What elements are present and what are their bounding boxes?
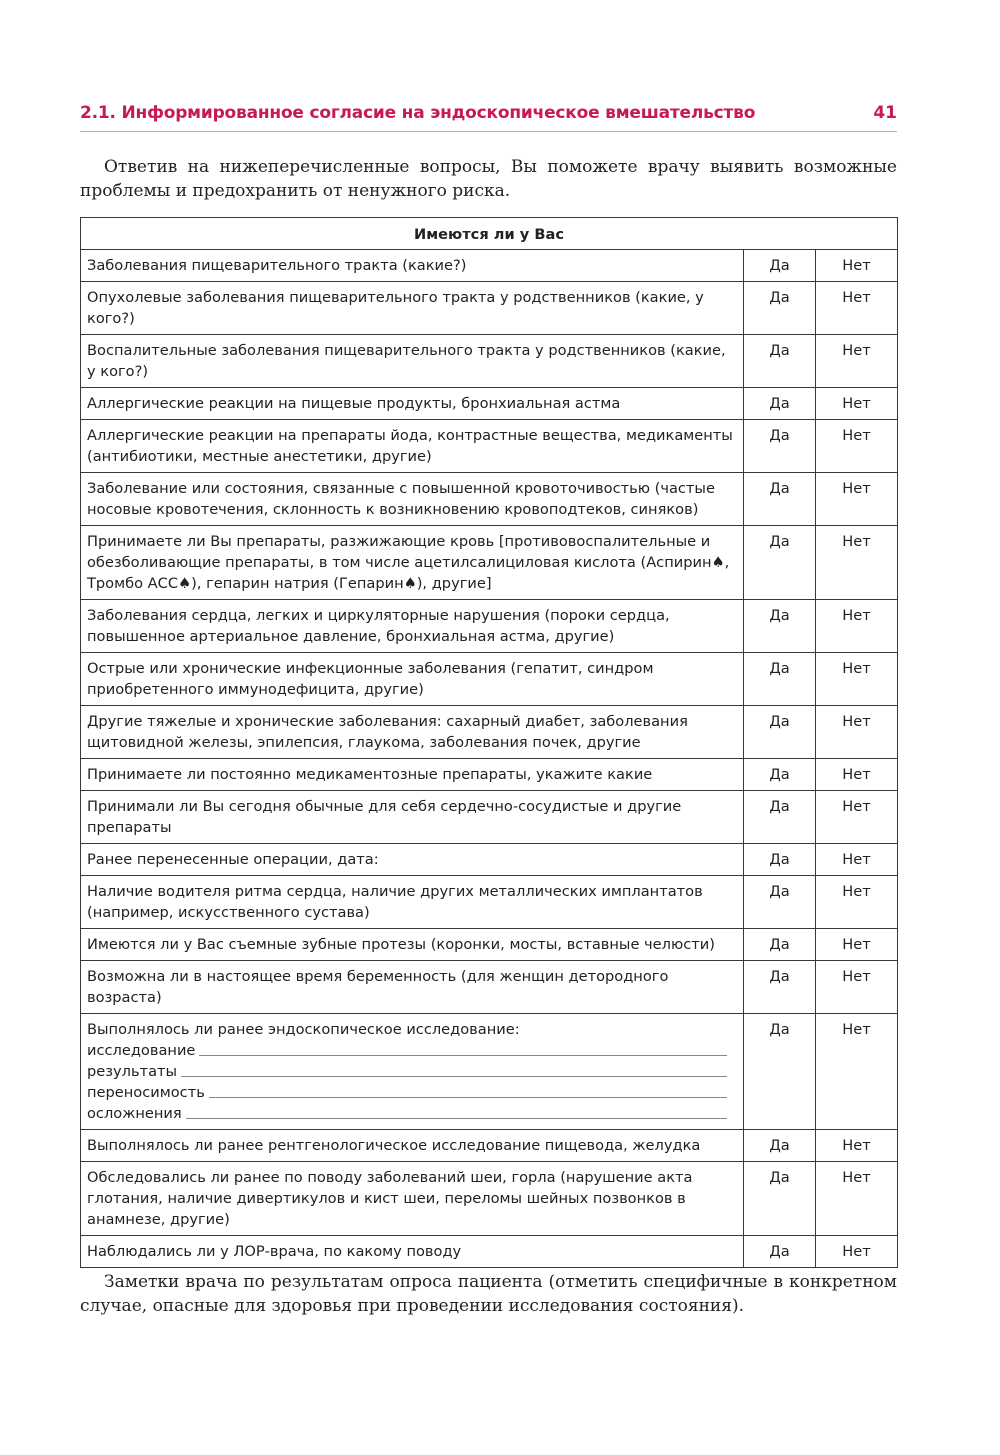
table-row	[81, 961, 898, 1014]
answer-yes[interactable]: Да	[744, 600, 816, 653]
answer-yes[interactable]: Да	[744, 1162, 816, 1236]
table-heading: Имеются ли у Вас	[81, 218, 898, 250]
answer-no[interactable]: Нет	[816, 282, 898, 335]
fill-line[interactable]	[199, 1054, 727, 1056]
question-text: Принимаете ли постоянно медикаментозные препараты, укажите какие	[81, 759, 744, 791]
answer-no[interactable]: Нет	[816, 600, 898, 653]
table-row	[81, 844, 898, 876]
answer-yes[interactable]: Да	[744, 420, 816, 473]
answer-no[interactable]: Нет	[816, 1162, 898, 1236]
answer-yes[interactable]: Да	[744, 759, 816, 791]
answer-yes[interactable]: Да	[744, 388, 816, 420]
fill-in-field[interactable]	[87, 1040, 737, 1061]
question-text: Заболевания пищеварительного тракта (какие?)	[81, 250, 744, 282]
answer-yes[interactable]: Да	[744, 961, 816, 1014]
answer-yes[interactable]: Да	[744, 876, 816, 929]
answer-yes[interactable]: Да	[744, 706, 816, 759]
table-row	[81, 388, 898, 420]
table-row	[81, 526, 898, 600]
answer-no[interactable]: Нет	[816, 653, 898, 706]
question-text: Заболевание или состояния, связанные с повышенной кровоточивостью (частые носовые кровотечения, склонность к возникновению кровоподтеков, синяков)	[81, 473, 744, 526]
field-label: результаты	[87, 1063, 178, 1080]
field-label: осложнения	[87, 1105, 182, 1122]
answer-no[interactable]: Нет	[816, 1236, 898, 1268]
answer-yes[interactable]: Да	[744, 1236, 816, 1268]
fill-line[interactable]	[181, 1075, 727, 1077]
table-row	[81, 1162, 898, 1236]
answer-no[interactable]: Нет	[816, 876, 898, 929]
table-body	[81, 250, 898, 1268]
intro-paragraph: Ответив на нижеперечисленные вопросы, Вы поможете врачу выявить возможные проблемы и предохранить от ненужного риска.	[80, 157, 897, 201]
answer-no[interactable]: Нет	[816, 420, 898, 473]
table-row	[81, 706, 898, 759]
answer-no[interactable]: Нет	[816, 1130, 898, 1162]
page-number: 41	[873, 103, 897, 123]
question-text: Выполнялось ли ранее эндоскопическое исследование:	[87, 1021, 520, 1038]
answer-yes[interactable]: Да	[744, 1130, 816, 1162]
question-text: Аллергические реакции на препараты йода, контрастные вещества, медикаменты (антибиотики, местные анестетики, другие)	[81, 420, 744, 473]
answer-no[interactable]: Нет	[816, 706, 898, 759]
answer-yes[interactable]: Да	[744, 473, 816, 526]
question-text: Наблюдались ли у ЛОР-врача, по какому поводу	[81, 1236, 744, 1268]
question-text: Опухолевые заболевания пищеварительного тракта у родственников (какие, у кого?)	[81, 282, 744, 335]
question-text: Заболевания сердца, легких и циркуляторные нарушения (пороки сердца, повышенное артериальное давление, бронхиальная астма, другие)	[81, 600, 744, 653]
answer-yes[interactable]: Да	[744, 791, 816, 844]
answer-yes[interactable]: Да	[744, 653, 816, 706]
field-label: исследование	[87, 1042, 196, 1059]
table-row	[81, 791, 898, 844]
question-text: Имеются ли у Вас съемные зубные протезы (коронки, мосты, вставные челюсти)	[81, 929, 744, 961]
answer-no[interactable]: Нет	[816, 759, 898, 791]
answer-no[interactable]: Нет	[816, 388, 898, 420]
answer-no[interactable]: Нет	[816, 844, 898, 876]
table-row	[81, 929, 898, 961]
running-header	[80, 103, 897, 132]
answer-no[interactable]: Нет	[816, 335, 898, 388]
fill-in-field[interactable]	[87, 1061, 737, 1082]
answer-yes[interactable]: Да	[744, 250, 816, 282]
table-row	[81, 1130, 898, 1162]
question-text: Принимали ли Вы сегодня обычные для себя сердечно-сосудистые и другие препараты	[81, 791, 744, 844]
questionnaire-table	[80, 217, 898, 1268]
question-text: Воспалительные заболевания пищеварительного тракта у родственников (какие, у кого?)	[81, 335, 744, 388]
question-text: Аллергические реакции на пищевые продукты, бронхиальная астма	[81, 388, 744, 420]
field-label: переносимость	[87, 1084, 205, 1101]
question-text: Выполнялось ли ранее рентгенологическое исследование пищевода, желудка	[81, 1130, 744, 1162]
question-text: Ранее перенесенные операции, дата:	[81, 844, 744, 876]
fill-in-field[interactable]	[87, 1103, 737, 1124]
answer-yes[interactable]: Да	[744, 335, 816, 388]
table-row	[81, 335, 898, 388]
question-text: Острые или хронические инфекционные заболевания (гепатит, синдром приобретенного иммунодефицита, другие)	[81, 653, 744, 706]
fill-line[interactable]	[186, 1117, 727, 1119]
question-text: Принимаете ли Вы препараты, разжижающие кровь [противовоспалительные и обезболивающие препараты, в том числе ацетилсалициловая кислота (Аспирин♠, Тромбо АСС♠), гепарин натрия (Гепарин♠), другие]	[81, 526, 744, 600]
answer-no[interactable]: Нет	[816, 961, 898, 1014]
question-cell	[81, 1014, 744, 1130]
table-row	[81, 282, 898, 335]
table-row	[81, 250, 898, 282]
question-text: Другие тяжелые и хронические заболевания: сахарный диабет, заболевания щитовидной железы, эпилепсия, глаукома, заболевания почек, другие	[81, 706, 744, 759]
section-title: 2.1. Информированное согласие на эндоскопическое вмешательство	[80, 103, 756, 123]
fill-line[interactable]	[209, 1096, 727, 1098]
question-text: Обследовались ли ранее по поводу заболеваний шеи, горла (нарушение акта глотания, наличие дивертикулов и кист шеи, переломы шейных позвонков в анамнезе, другие)	[81, 1162, 744, 1236]
table-row	[81, 473, 898, 526]
table-row	[81, 759, 898, 791]
table-row-endoscopy	[81, 1014, 898, 1130]
table-row	[81, 653, 898, 706]
question-text: Наличие водителя ритма сердца, наличие других металлических имплантатов (например, искусственного сустава)	[81, 876, 744, 929]
answer-no[interactable]: Нет	[816, 526, 898, 600]
answer-no[interactable]: Нет	[816, 791, 898, 844]
table-row	[81, 420, 898, 473]
answer-no[interactable]: Нет	[816, 929, 898, 961]
answer-no[interactable]: Нет	[816, 473, 898, 526]
table-row	[81, 600, 898, 653]
table-header-row	[81, 218, 898, 250]
answer-yes[interactable]: Да	[744, 282, 816, 335]
fill-in-field[interactable]	[87, 1082, 737, 1103]
answer-yes[interactable]: Да	[744, 1014, 816, 1130]
table-row	[81, 1236, 898, 1268]
answer-no[interactable]: Нет	[816, 250, 898, 282]
answer-no[interactable]: Нет	[816, 1014, 898, 1130]
doctor-notes-paragraph: Заметки врача по результатам опроса пациента (отметить специфичные в конкретном случае, опасные для здоровья при проведении исследования состояния).	[80, 1272, 897, 1316]
table-row	[81, 876, 898, 929]
answer-yes[interactable]: Да	[744, 844, 816, 876]
question-text: Возможна ли в настоящее время беременность (для женщин детородного возраста)	[81, 961, 744, 1014]
answer-yes[interactable]: Да	[744, 526, 816, 600]
answer-yes[interactable]: Да	[744, 929, 816, 961]
